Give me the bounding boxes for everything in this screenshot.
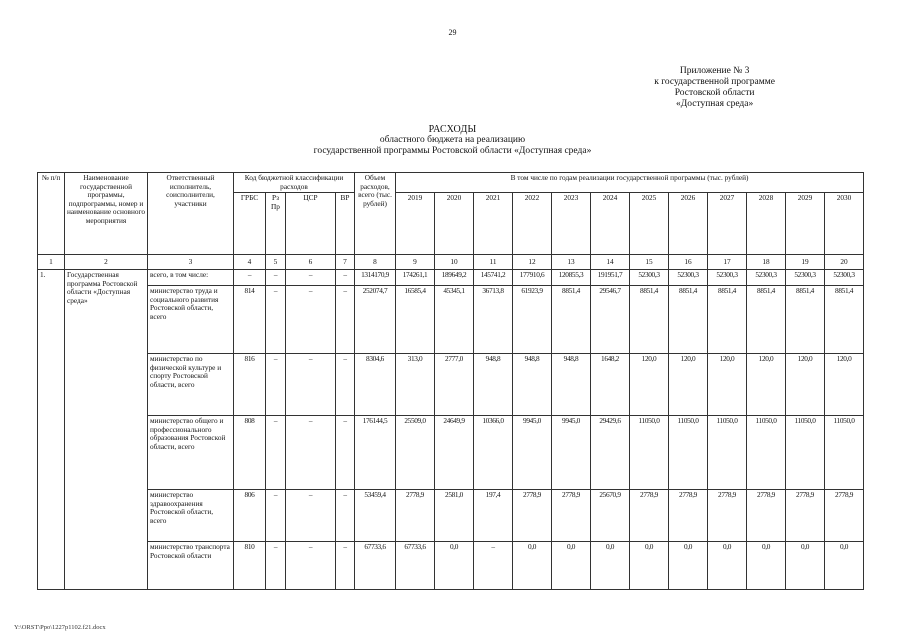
document-title xyxy=(0,124,905,157)
year-amount: 1648,2 xyxy=(591,354,630,416)
year-amount: 191951,7 xyxy=(591,270,630,286)
csr-code: – xyxy=(286,286,336,354)
year-amount: 120,0 xyxy=(669,354,708,416)
year-amount: 2778,9 xyxy=(513,490,552,542)
year-amount: 8851,4 xyxy=(630,286,669,354)
csr-code: – xyxy=(286,490,336,542)
total-amount: 252074,7 xyxy=(355,286,396,354)
program-number: 1. xyxy=(38,270,65,590)
header-year: 2020 xyxy=(435,193,474,255)
year-amount: 0,0 xyxy=(591,542,630,590)
executor-name: министерство здравоохранения Ростовской области, всего xyxy=(148,490,234,542)
header-num: № п/п xyxy=(38,173,65,255)
year-amount: 2778,9 xyxy=(747,490,786,542)
year-amount: 52300,3 xyxy=(747,270,786,286)
vr-code: – xyxy=(336,542,355,590)
year-amount: 2778,9 xyxy=(552,490,591,542)
grbs-code: – xyxy=(234,270,266,286)
year-amount: 0,0 xyxy=(630,542,669,590)
header-total: Объем расходов, всего (тыс. рублей) xyxy=(355,173,396,255)
year-amount: 29429,6 xyxy=(591,416,630,490)
executor-name: министерство труда и социального развития Ростовской области, всего xyxy=(148,286,234,354)
vr-code: – xyxy=(336,416,355,490)
year-amount: 25509,0 xyxy=(396,416,435,490)
header-vr: ВР xyxy=(336,193,355,255)
appendix-line-2: к государственной программе xyxy=(654,77,775,87)
column-number-cell: 20 xyxy=(825,255,864,270)
vr-code: – xyxy=(336,490,355,542)
year-amount: 8851,4 xyxy=(552,286,591,354)
column-number-cell: 9 xyxy=(396,255,435,270)
header-year: 2029 xyxy=(786,193,825,255)
header-budget-code: Код бюджетной классификации расходов xyxy=(234,173,355,193)
year-amount: 52300,3 xyxy=(825,270,864,286)
year-amount: – xyxy=(474,542,513,590)
expenses-table xyxy=(37,172,864,590)
year-amount: 52300,3 xyxy=(786,270,825,286)
total-amount: 1314170,9 xyxy=(355,270,396,286)
header-grbs: ГРБС xyxy=(234,193,266,255)
year-amount: 120,0 xyxy=(708,354,747,416)
column-number-cell: 4 xyxy=(234,255,266,270)
appendix-note xyxy=(654,66,775,110)
year-amount: 36713,8 xyxy=(474,286,513,354)
grbs-code: 816 xyxy=(234,354,266,416)
csr-code: – xyxy=(286,354,336,416)
column-number-cell: 18 xyxy=(747,255,786,270)
year-amount: 2778,9 xyxy=(630,490,669,542)
title-main: РАСХОДЫ xyxy=(428,124,477,135)
appendix-line-3: Ростовской области xyxy=(674,88,755,98)
total-amount: 67733,6 xyxy=(355,542,396,590)
header-years-group: В том числе по годам реализации государственной программы (тыс. рублей) xyxy=(396,173,864,193)
year-amount: 313,0 xyxy=(396,354,435,416)
column-number-cell: 6 xyxy=(286,255,336,270)
year-amount: 52300,3 xyxy=(630,270,669,286)
vr-code: – xyxy=(336,286,355,354)
header-year: 2023 xyxy=(552,193,591,255)
year-amount: 16585,4 xyxy=(396,286,435,354)
header-year: 2025 xyxy=(630,193,669,255)
column-number-cell: 19 xyxy=(786,255,825,270)
year-amount: 0,0 xyxy=(669,542,708,590)
year-amount: 0,0 xyxy=(552,542,591,590)
csr-code: – xyxy=(286,416,336,490)
table-row xyxy=(38,270,864,286)
header-executor: Ответственный исполнитель, соисполнители, участники xyxy=(148,173,234,255)
table-row xyxy=(38,354,864,416)
year-amount: 120,0 xyxy=(825,354,864,416)
year-amount: 25670,9 xyxy=(591,490,630,542)
year-amount: 11050,0 xyxy=(786,416,825,490)
column-number-cell: 13 xyxy=(552,255,591,270)
year-amount: 52300,3 xyxy=(669,270,708,286)
column-number-cell: 3 xyxy=(148,255,234,270)
title-line-3: государственной программы Ростовской области «Доступная среда» xyxy=(313,146,592,156)
page-number: 29 xyxy=(448,28,457,37)
column-number-cell: 11 xyxy=(474,255,513,270)
column-number-cell: 15 xyxy=(630,255,669,270)
rzpr-code: – xyxy=(266,286,286,354)
vr-code: – xyxy=(336,354,355,416)
grbs-code: 810 xyxy=(234,542,266,590)
appendix-line-1: Приложение № 3 xyxy=(679,66,750,76)
executor-name: министерство транспорта Ростовской области xyxy=(148,542,234,590)
footer-file-path: Y:\ORST\Ppo\1227p1102.f21.docx xyxy=(14,624,106,631)
header-year: 2024 xyxy=(591,193,630,255)
year-amount: 145741,2 xyxy=(474,270,513,286)
header-year: 2021 xyxy=(474,193,513,255)
header-row-1 xyxy=(38,173,864,193)
year-amount: 0,0 xyxy=(708,542,747,590)
expenses-table-wrap xyxy=(37,172,863,590)
column-number-cell: 12 xyxy=(513,255,552,270)
column-number-cell: 10 xyxy=(435,255,474,270)
column-number-cell: 8 xyxy=(355,255,396,270)
executor-name: министерство общего и профессионального образования Ростовской области, всего xyxy=(148,416,234,490)
header-year: 2026 xyxy=(669,193,708,255)
year-amount: 45345,1 xyxy=(435,286,474,354)
year-amount: 177910,6 xyxy=(513,270,552,286)
executor-name: министерство по физической культуре и спорту Ростовской области, всего xyxy=(148,354,234,416)
rzpr-code: – xyxy=(266,354,286,416)
rzpr-code: – xyxy=(266,490,286,542)
year-amount: 11050,0 xyxy=(669,416,708,490)
column-number-row xyxy=(38,255,864,270)
year-amount: 11050,0 xyxy=(630,416,669,490)
rzpr-code: – xyxy=(266,542,286,590)
year-amount: 197,4 xyxy=(474,490,513,542)
table-head xyxy=(38,173,864,255)
year-amount: 2778,9 xyxy=(708,490,747,542)
year-amount: 2581,0 xyxy=(435,490,474,542)
header-year: 2027 xyxy=(708,193,747,255)
header-rzpr: Рз Пр xyxy=(266,193,286,255)
year-amount: 120855,3 xyxy=(552,270,591,286)
column-number-cell: 2 xyxy=(65,255,148,270)
total-amount: 176144,5 xyxy=(355,416,396,490)
table-row xyxy=(38,286,864,354)
rzpr-code: – xyxy=(266,270,286,286)
year-amount: 11050,0 xyxy=(747,416,786,490)
year-amount: 948,8 xyxy=(513,354,552,416)
table-body xyxy=(38,255,864,590)
year-amount: 948,8 xyxy=(474,354,513,416)
grbs-code: 814 xyxy=(234,286,266,354)
year-amount: 120,0 xyxy=(786,354,825,416)
header-year: 2030 xyxy=(825,193,864,255)
table-row xyxy=(38,416,864,490)
program-name: Государственная программа Ростовской области «Доступная среда» xyxy=(65,270,148,590)
csr-code: – xyxy=(286,270,336,286)
header-name: Наименование государственной программы, подпрограммы, номер и наименование основного мероприятия xyxy=(65,173,148,255)
year-amount: 189649,2 xyxy=(435,270,474,286)
year-amount: 0,0 xyxy=(747,542,786,590)
column-number-cell: 7 xyxy=(336,255,355,270)
year-amount: 9945,0 xyxy=(513,416,552,490)
column-number-cell: 16 xyxy=(669,255,708,270)
year-amount: 0,0 xyxy=(825,542,864,590)
year-amount: 948,8 xyxy=(552,354,591,416)
year-amount: 8851,4 xyxy=(786,286,825,354)
year-amount: 120,0 xyxy=(630,354,669,416)
csr-code: – xyxy=(286,542,336,590)
year-amount: 174261,1 xyxy=(396,270,435,286)
year-amount: 9945,0 xyxy=(552,416,591,490)
appendix-line-4: «Доступная среда» xyxy=(676,99,754,109)
header-year: 2019 xyxy=(396,193,435,255)
vr-code: – xyxy=(336,270,355,286)
executor-name: всего, в том числе: xyxy=(148,270,234,286)
year-amount: 0,0 xyxy=(435,542,474,590)
year-amount: 10366,0 xyxy=(474,416,513,490)
year-amount: 61923,9 xyxy=(513,286,552,354)
table-row xyxy=(38,490,864,542)
column-number-cell: 17 xyxy=(708,255,747,270)
year-amount: 8851,4 xyxy=(708,286,747,354)
rzpr-code: – xyxy=(266,416,286,490)
header-csr: ЦСР xyxy=(286,193,336,255)
grbs-code: 806 xyxy=(234,490,266,542)
table-row xyxy=(38,542,864,590)
year-amount: 29546,7 xyxy=(591,286,630,354)
year-amount: 120,0 xyxy=(747,354,786,416)
year-amount: 2778,9 xyxy=(786,490,825,542)
year-amount: 67733,6 xyxy=(396,542,435,590)
title-line-2: областного бюджета на реализацию xyxy=(379,135,526,145)
year-amount: 2777,0 xyxy=(435,354,474,416)
year-amount: 24649,9 xyxy=(435,416,474,490)
year-amount: 0,0 xyxy=(786,542,825,590)
grbs-code: 808 xyxy=(234,416,266,490)
year-amount: 11050,0 xyxy=(708,416,747,490)
header-year: 2028 xyxy=(747,193,786,255)
year-amount: 8851,4 xyxy=(669,286,708,354)
year-amount: 2778,9 xyxy=(669,490,708,542)
year-amount: 52300,3 xyxy=(708,270,747,286)
year-amount: 2778,9 xyxy=(396,490,435,542)
header-year: 2022 xyxy=(513,193,552,255)
year-amount: 11050,0 xyxy=(825,416,864,490)
year-amount: 0,0 xyxy=(513,542,552,590)
total-amount: 8304,6 xyxy=(355,354,396,416)
total-amount: 53459,4 xyxy=(355,490,396,542)
year-amount: 2778,9 xyxy=(825,490,864,542)
year-amount: 8851,4 xyxy=(825,286,864,354)
column-number-cell: 5 xyxy=(266,255,286,270)
column-number-cell: 1 xyxy=(38,255,65,270)
year-amount: 8851,4 xyxy=(747,286,786,354)
column-number-cell: 14 xyxy=(591,255,630,270)
